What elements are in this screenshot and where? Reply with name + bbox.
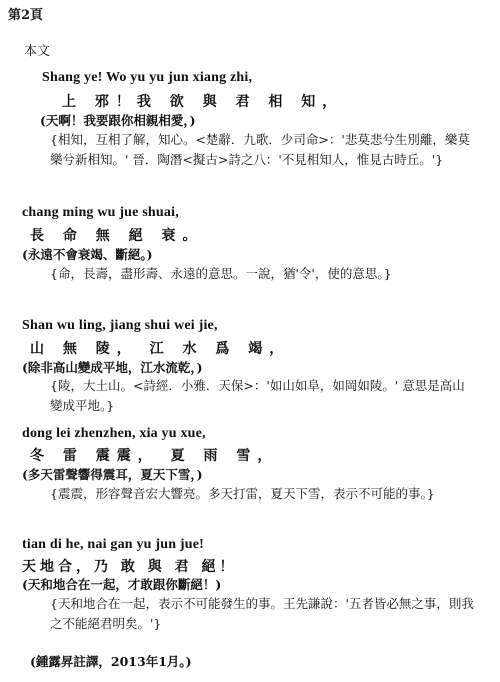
stanza-3-translation: (除非高山變成平地，江水流乾，) <box>22 360 203 375</box>
stanza-5-note: {天和地合在一起，表示不可能發生的事。王先謙說：'五者皆必無之事，則我之不能絕君明矣。'} <box>50 596 474 631</box>
stanza-5-hanzi: 天地合，乃 敢 與 君 絕！ <box>22 559 238 575</box>
stanza-1-translation: (天啊！我要跟你相親相愛，) <box>40 113 196 128</box>
stanza-3-pinyin: Shan wu ling, jiang shui wei jie, <box>22 318 218 333</box>
stanza-2-pinyin: chang ming wu jue shuai, <box>22 205 179 220</box>
page-number: 第2頁 <box>8 8 44 23</box>
stanza-4-pinyin: dong lei zhenzhen, xia yu xue, <box>22 426 206 441</box>
stanza-1-note: {相知，互相了解，知心。<楚辭．九歌．少司命>：'悲莫悲兮生別離，樂莫樂兮新相知。' 晉．陶潛<擬古>詩之八：'不見相知人，惟見古時丘。'} <box>50 132 470 167</box>
translator-credit: (鍾露昇註譯，2013年1月。) <box>30 654 192 669</box>
stanza-3-hanzi: 山 無 陵， 江 水 爲 竭， <box>30 341 291 357</box>
section-heading: 本文 <box>24 44 51 59</box>
stanza-4-note: {震震，形容聲音宏大響亮。多天打雷，夏天下雪，表示不可能的事。} <box>50 486 435 501</box>
stanza-1-hanzi: 上 邪！我 欲 與 君 相 知， <box>62 94 344 110</box>
stanza-2-hanzi: 長 命 無 絕 衰。 <box>30 228 204 244</box>
stanza-4-translation: (多天雷聲響得震耳，夏天下雪，) <box>22 467 203 482</box>
stanza-3-note: {陵，大土山。<詩經．小雅．天保>：'如山如阜，如岡如陵。' 意思是高山變成平地。} <box>50 378 465 413</box>
stanza-4-hanzi: 冬 雷 震震， 夏 雨 雪， <box>30 448 279 464</box>
stanza-5-translation: (天和地合在一起，才敢跟你斷絕！) <box>22 577 222 592</box>
stanza-2-note: {命，長壽，盡形壽、永遠的意思。一說，猶'令'，使的意思。} <box>50 266 392 281</box>
stanza-5-pinyin: tian di he, nai gan yu jun jue! <box>22 537 205 552</box>
stanza-1-pinyin: Shang ye! Wo yu yu jun xiang zhi, <box>42 70 253 85</box>
stanza-2-translation: (永遠不會衰竭、斷絕。) <box>22 247 153 262</box>
